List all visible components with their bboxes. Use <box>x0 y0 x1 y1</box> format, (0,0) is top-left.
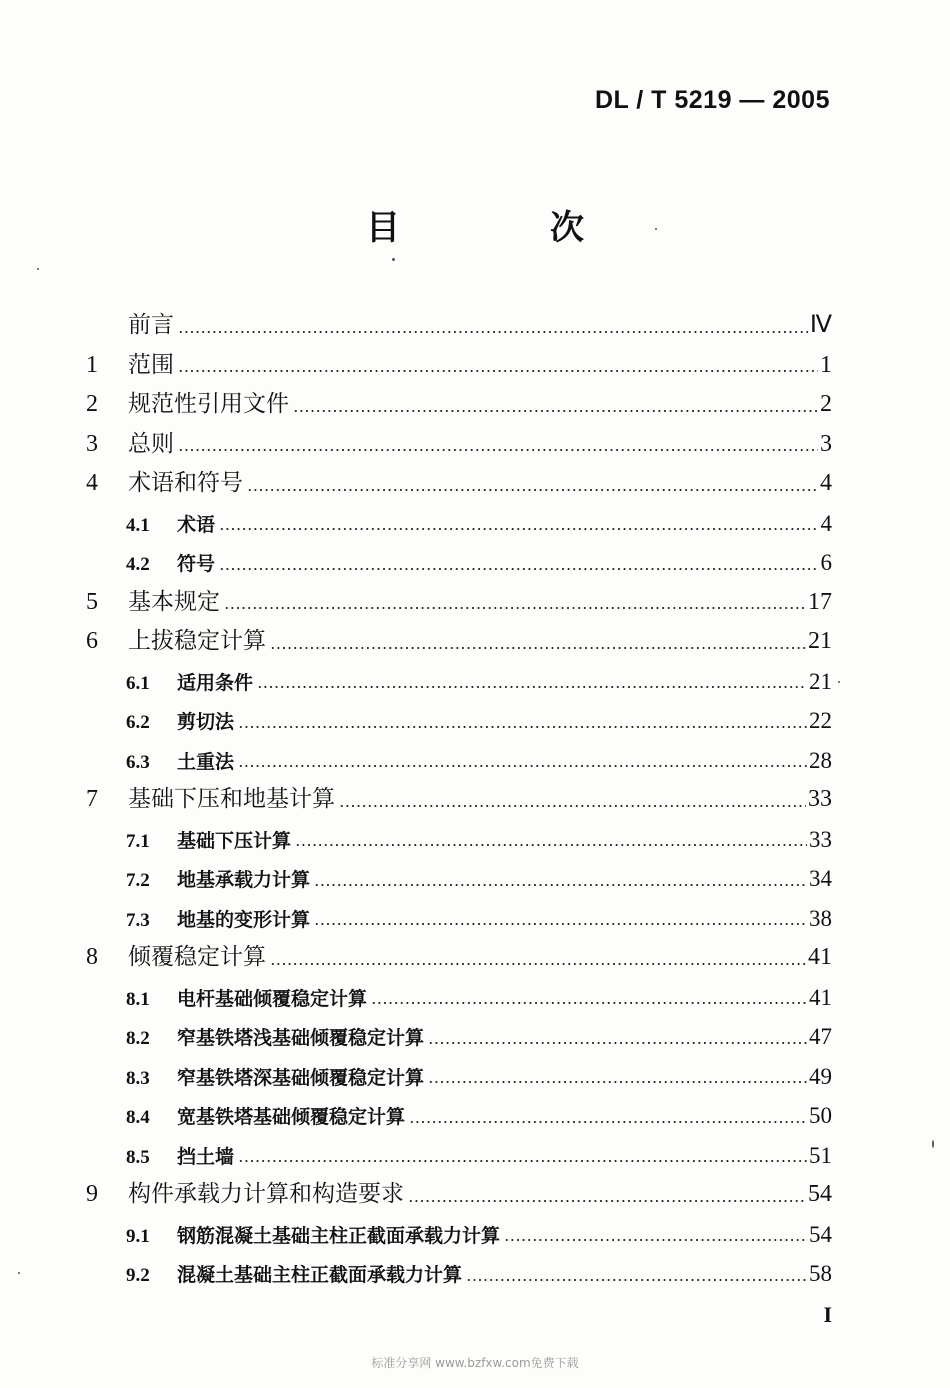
toc-label: 总则 <box>128 430 174 457</box>
standard-code: DL / T 5219 — 2005 <box>594 86 830 114</box>
toc-page: 28 <box>809 747 832 773</box>
toc-number: 5 <box>86 588 98 615</box>
toc-page: 4 <box>820 470 832 496</box>
toc-label: 地基的变形计算 <box>177 908 311 931</box>
toc-number: 9 <box>86 1181 98 1207</box>
toc-page: 49 <box>809 1063 832 1089</box>
toc-leader <box>224 607 806 609</box>
toc-page: 47 <box>809 1024 832 1049</box>
toc-number: 6.3 <box>126 751 150 773</box>
toc-leader <box>428 1081 807 1083</box>
page-title: 目 次 <box>366 208 642 248</box>
toc-leader <box>238 726 807 728</box>
toc-number: 8.4 <box>126 1107 150 1128</box>
toc-number: 7.1 <box>126 830 150 852</box>
toc-leader <box>428 1042 807 1044</box>
toc-number: 8 <box>86 944 98 970</box>
toc-number: 7 <box>86 786 98 812</box>
toc-number: 7.3 <box>126 909 150 931</box>
toc-entry[interactable] <box>86 1096 832 1136</box>
toc-number: 8.1 <box>126 988 150 1010</box>
toc-page: 2 <box>820 391 832 417</box>
scan-speck <box>18 1272 20 1274</box>
toc-entry[interactable] <box>86 1017 832 1057</box>
toc-label: 电杆基础倾覆稳定计算 <box>177 987 368 1010</box>
toc-entry[interactable] <box>86 899 832 939</box>
toc-label: 剪切法 <box>177 711 235 733</box>
toc-leader <box>314 923 807 925</box>
toc-entry[interactable] <box>86 543 832 583</box>
toc-page: Ⅳ <box>809 312 832 338</box>
toc-page: 50 <box>809 1103 832 1128</box>
toc-leader <box>178 449 818 451</box>
toc-number: 7.2 <box>126 870 150 891</box>
toc-entry[interactable] <box>86 464 832 504</box>
toc-label: 窄基铁塔深基础倾覆稳定计算 <box>177 1066 425 1089</box>
toc-number: 9.1 <box>126 1225 150 1247</box>
scan-speck <box>932 1140 934 1148</box>
toc-label: 钢筋混凝土基础主柱正截面承载力计算 <box>177 1224 501 1247</box>
toc-entry[interactable] <box>86 1215 832 1255</box>
toc-entry[interactable] <box>86 701 832 741</box>
toc-number: 6.2 <box>126 712 150 733</box>
toc-leader <box>178 370 818 372</box>
toc-page: 58 <box>809 1261 832 1286</box>
toc-page: 33 <box>808 786 832 812</box>
toc-leader <box>371 1002 807 1004</box>
toc-label: 挡土墙 <box>177 1145 235 1168</box>
toc-entry[interactable] <box>86 1254 832 1294</box>
toc-leader <box>408 1200 806 1202</box>
toc-number: 4.2 <box>126 554 150 575</box>
toc-number: 9.2 <box>126 1265 150 1286</box>
toc-entry[interactable] <box>86 780 832 820</box>
toc-label: 符号 <box>177 553 216 575</box>
toc-entry[interactable] <box>86 662 832 702</box>
toc-label: 适用条件 <box>177 671 254 694</box>
toc-leader <box>219 528 818 530</box>
toc-label: 混凝土基础主柱正截面承载力计算 <box>177 1264 463 1286</box>
toc-page: 4 <box>820 510 832 536</box>
toc-label: 基本规定 <box>128 588 220 615</box>
toc-entry[interactable] <box>86 385 832 425</box>
page-folio: I <box>823 1302 832 1327</box>
toc-leader <box>270 963 806 965</box>
toc-entry[interactable] <box>86 1057 832 1097</box>
toc-label: 规范性引用文件 <box>128 391 289 417</box>
scan-speck <box>838 681 840 683</box>
toc-page: 38 <box>809 905 832 931</box>
toc-page: 51 <box>809 1142 832 1168</box>
toc-entry[interactable] <box>86 978 832 1018</box>
toc-number: 8.3 <box>126 1067 150 1089</box>
toc-label: 窄基铁塔浅基础倾覆稳定计算 <box>177 1027 425 1049</box>
toc-number: 1 <box>86 351 98 378</box>
toc-label: 前言 <box>128 312 174 338</box>
toc-entry[interactable] <box>86 820 832 860</box>
toc-entry[interactable] <box>86 425 832 465</box>
toc-number: 8.5 <box>126 1146 150 1168</box>
toc-number: 2 <box>86 391 98 417</box>
toc-leader <box>238 1160 807 1162</box>
toc-entry[interactable] <box>86 859 832 899</box>
toc-entry[interactable] <box>86 622 832 662</box>
toc-entry[interactable] <box>86 1175 832 1215</box>
toc-leader <box>257 686 807 688</box>
toc-number: 3 <box>86 430 98 457</box>
toc-page: 21 <box>809 668 832 694</box>
toc-page: 34 <box>809 866 832 891</box>
toc-label: 倾覆稳定计算 <box>128 944 266 970</box>
toc-leader <box>466 1279 807 1281</box>
toc-entry[interactable] <box>86 938 832 978</box>
toc-number: 4 <box>86 470 98 496</box>
toc-entry[interactable] <box>86 583 832 623</box>
toc-number: 8.2 <box>126 1028 150 1049</box>
toc-label: 术语和符号 <box>128 470 243 496</box>
toc-page: 3 <box>820 430 832 457</box>
scan-speck <box>655 228 657 230</box>
toc-leader <box>238 765 807 767</box>
toc-entry[interactable] <box>86 504 832 544</box>
toc-leader <box>270 647 806 649</box>
toc-number: 6.1 <box>126 672 150 694</box>
toc-label: 宽基铁塔基础倾覆稳定计算 <box>177 1106 406 1128</box>
toc-leader <box>314 884 807 886</box>
toc-label: 构件承载力计算和构造要求 <box>128 1181 404 1207</box>
toc-page: 54 <box>808 1181 832 1207</box>
toc-entry[interactable] <box>86 346 832 386</box>
toc-number: 6 <box>86 628 98 654</box>
toc-page: 33 <box>809 826 832 852</box>
toc-leader <box>339 805 806 807</box>
toc-leader <box>219 568 818 570</box>
toc-entry[interactable] <box>86 1136 832 1176</box>
toc-label: 上拔稳定计算 <box>128 628 266 654</box>
toc-label: 范围 <box>128 351 174 378</box>
toc-label: 基础下压计算 <box>177 829 292 852</box>
toc-label: 术语 <box>177 513 216 536</box>
table-of-contents <box>86 306 832 1294</box>
watermark-footer: 标准分享网 www.bzfxw.com免费下载 <box>371 1356 579 1370</box>
toc-label: 土重法 <box>177 750 235 773</box>
scan-speck <box>392 258 395 261</box>
toc-leader <box>293 410 818 412</box>
toc-leader <box>409 1121 807 1123</box>
toc-entry[interactable] <box>86 306 832 346</box>
toc-page: 1 <box>820 351 832 378</box>
toc-leader <box>295 844 807 846</box>
toc-leader <box>178 331 808 333</box>
toc-leader <box>504 1239 807 1241</box>
toc-label: 基础下压和地基计算 <box>128 786 335 812</box>
toc-page: 6 <box>820 550 832 575</box>
toc-page: 41 <box>808 944 832 970</box>
toc-page: 41 <box>809 984 832 1010</box>
toc-page: 22 <box>809 708 832 733</box>
toc-label: 地基承载力计算 <box>177 869 311 891</box>
toc-leader <box>247 489 818 491</box>
scan-speck <box>37 268 39 270</box>
toc-entry[interactable] <box>86 741 832 781</box>
toc-page: 17 <box>808 588 832 615</box>
toc-page: 21 <box>808 628 832 654</box>
toc-number: 4.1 <box>126 514 150 536</box>
toc-page: 54 <box>809 1221 832 1247</box>
